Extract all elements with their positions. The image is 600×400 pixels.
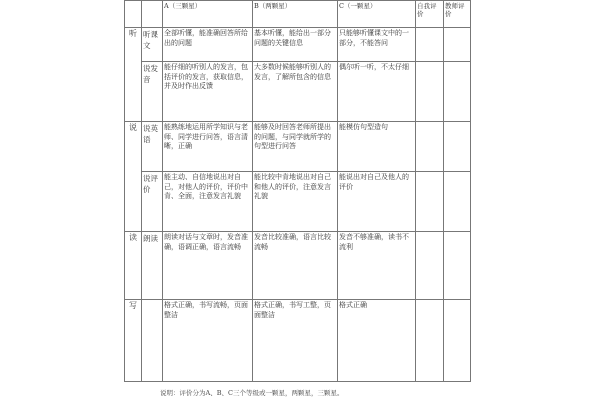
category-writing: 写 <box>125 300 142 382</box>
level-a-criteria: 能熟练地运用所学知识与老师、同学进行问答，语言清晰，正确 <box>163 122 253 172</box>
header-teacher-evaluation: 教师评价 <box>444 1 471 28</box>
teacher-eval-cell[interactable] <box>444 28 471 62</box>
teacher-eval-cell[interactable] <box>444 62 471 122</box>
self-eval-cell[interactable] <box>416 172 444 232</box>
teacher-eval-cell[interactable] <box>444 122 471 172</box>
self-eval-cell[interactable] <box>416 232 444 300</box>
row-label: 朗读 <box>142 232 163 300</box>
level-b-criteria: 基本听懂，能给出一部分问题的关键信息 <box>253 28 338 62</box>
category-speaking: 说 <box>125 122 142 232</box>
self-eval-cell[interactable] <box>416 28 444 62</box>
teacher-eval-cell[interactable] <box>444 172 471 232</box>
header-blank-cell <box>142 1 163 28</box>
level-a-criteria: 格式正确，书写流畅，页面整洁 <box>163 300 253 382</box>
rubric-sheet <box>124 0 471 382</box>
header-blank-cell <box>125 1 142 28</box>
header-self-evaluation: 自我评价 <box>416 1 444 28</box>
header-level-b: B（两颗星） <box>253 1 338 28</box>
header-level-a: A（三颗星） <box>163 1 253 28</box>
level-a-criteria: 全部听懂，能准确回答所给出的问题 <box>163 28 253 62</box>
table-row <box>125 300 471 382</box>
level-b-criteria: 格式正确，书写工整，页面整洁 <box>253 300 338 382</box>
level-c-criteria: 偶尔听一听，不太仔细 <box>338 62 416 122</box>
table-row <box>125 122 471 172</box>
level-a-criteria: 能仔细的听别人的发言，包括评价的发言，获取信息，并及时作出反馈 <box>163 62 253 122</box>
teacher-eval-cell[interactable] <box>444 300 471 382</box>
level-b-criteria: 能比较中肯地说出对自己和他人的评价，注意发言礼貌 <box>253 172 338 232</box>
level-b-criteria: 能够及时回答老师所提出的问题，与同学就所学的句型进行问答 <box>253 122 338 172</box>
row-label: 说评价 <box>142 172 163 232</box>
row-label <box>142 300 163 382</box>
self-eval-cell[interactable] <box>416 62 444 122</box>
table-row <box>125 28 471 62</box>
self-eval-cell[interactable] <box>416 300 444 382</box>
header-level-c: C（一颗星） <box>338 1 416 28</box>
table-row <box>125 62 471 122</box>
table-row <box>125 232 471 300</box>
level-c-criteria: 只能够听懂课文中的一部分，不能答问 <box>338 28 416 62</box>
row-label: 说英语 <box>142 122 163 172</box>
level-b-criteria: 发音比较准确，语言比较流畅 <box>253 232 338 300</box>
level-c-criteria: 能说出对自己及他人的评价 <box>338 172 416 232</box>
level-c-criteria: 发音不够准确，读书不流利 <box>338 232 416 300</box>
category-reading: 读 <box>125 232 142 300</box>
level-b-criteria: 大多数时候能够听别人的发言，了解所包含的信息 <box>253 62 338 122</box>
level-a-criteria: 能主动、自信地说出对自己，对他人的评价，评价中肯、全面，注意发言礼貌 <box>163 172 253 232</box>
self-eval-cell[interactable] <box>416 122 444 172</box>
row-label: 听课文 <box>142 28 163 62</box>
table-row <box>125 172 471 232</box>
teacher-eval-cell[interactable] <box>444 232 471 300</box>
footer-note: 说明：评价分为A、B、C三个等级或一颗星，两颗星，三颗星。 <box>160 389 344 397</box>
level-a-criteria: 朗读对话与文章时，发音准确，语调正确，语言流畅 <box>163 232 253 300</box>
evaluation-table <box>124 0 471 382</box>
level-c-criteria: 格式正确 <box>338 300 416 382</box>
level-c-criteria: 能模仿句型造句 <box>338 122 416 172</box>
category-listening: 听 <box>125 28 142 122</box>
row-label: 说发音 <box>142 62 163 122</box>
header-row <box>125 1 471 28</box>
